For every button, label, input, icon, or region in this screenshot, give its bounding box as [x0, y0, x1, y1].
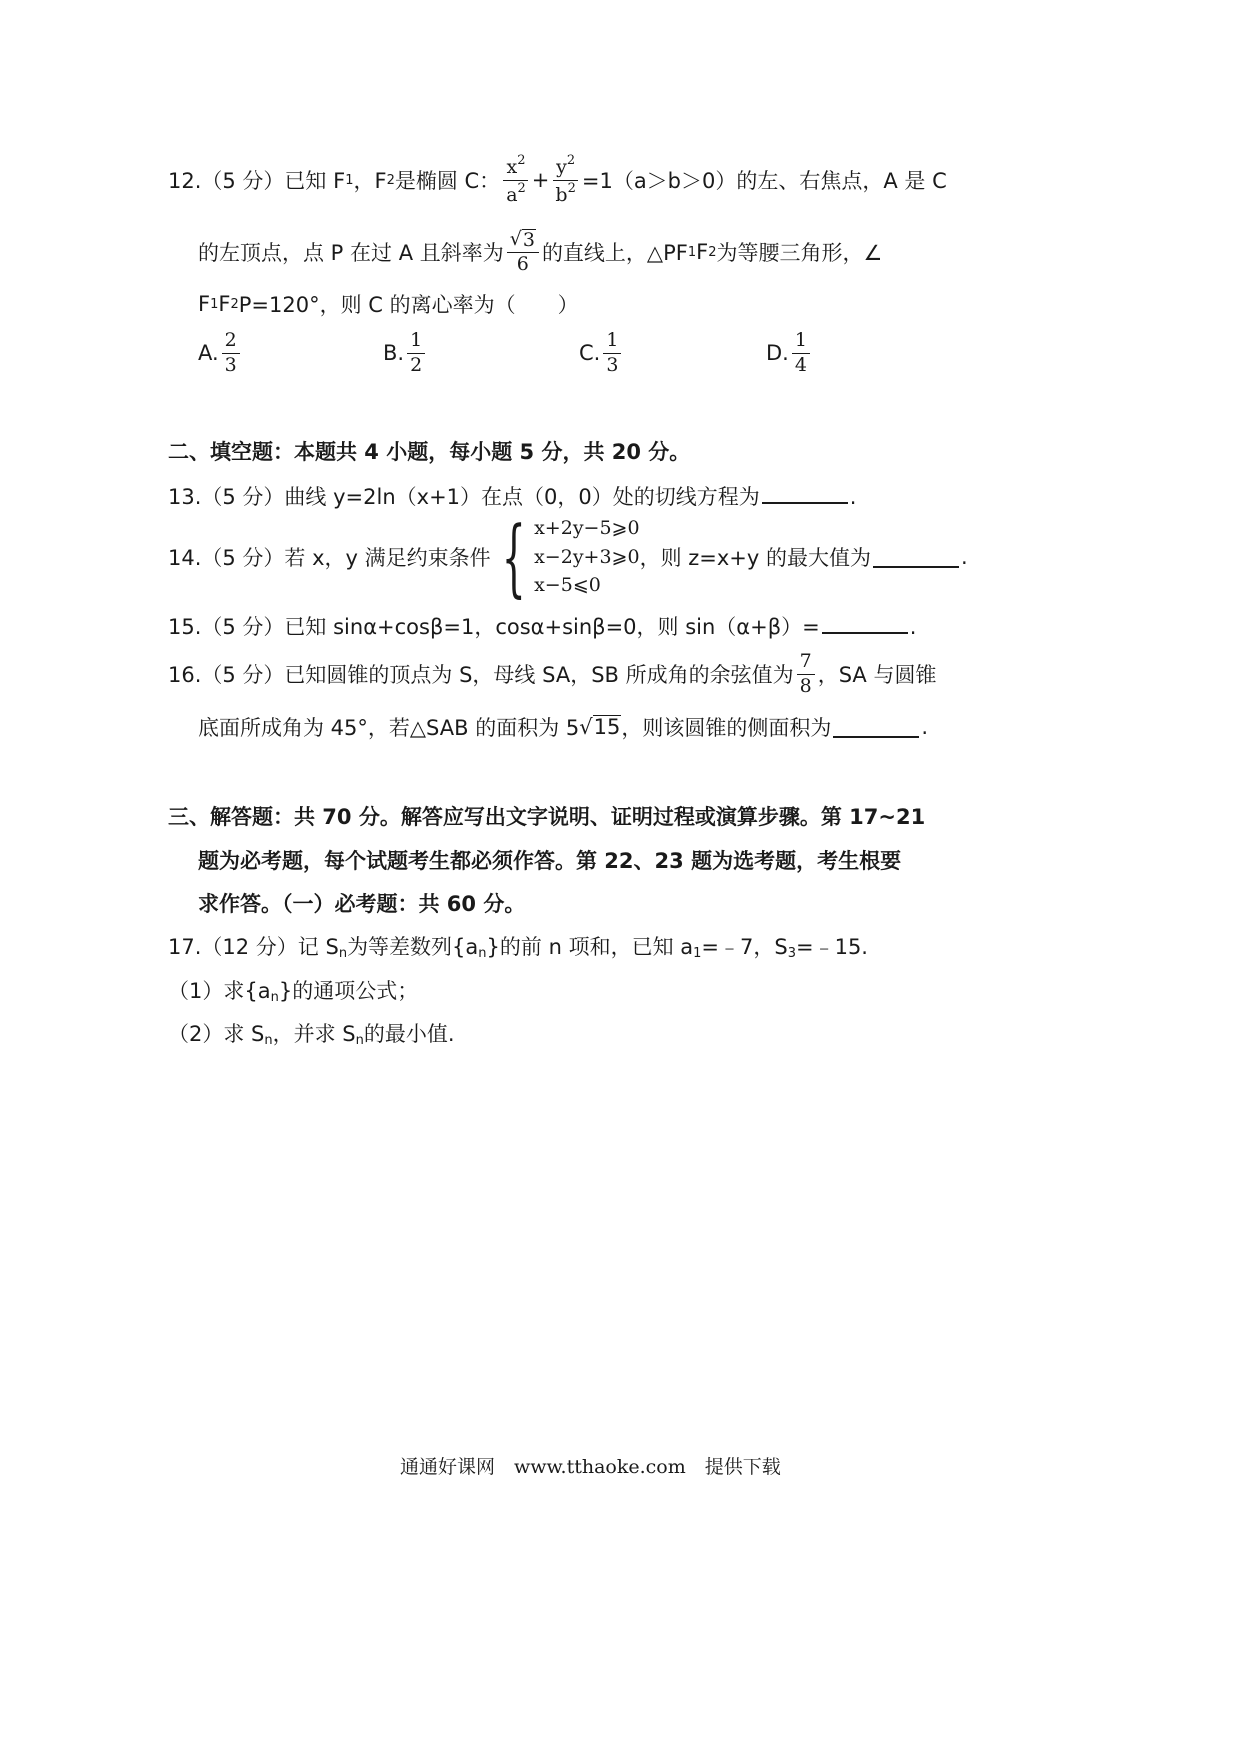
q17-text: 17.（12 分）记 S [168, 935, 339, 959]
q12-text: 是椭圆 C： [394, 169, 501, 193]
q14-text: 14.（5 分）若 x，y 满足约束条件 [168, 546, 491, 570]
q13-answer-blank[interactable] [762, 482, 848, 504]
option-label: A. [198, 341, 219, 365]
q12-text: =1（a＞b＞0）的左、右焦点，A 是 C [581, 169, 947, 193]
q17-text: }的通项公式； [278, 979, 419, 1003]
q17-sub: n [270, 990, 279, 1005]
q17-text: =﹣7，S [701, 935, 788, 959]
ellipse-frac-y: $\frac{y^2}{b^2}$ [552, 154, 578, 207]
q12-sub: 1 [210, 296, 219, 312]
option-label: C. [579, 341, 601, 365]
q17-sub: 1 [693, 946, 702, 961]
q16-line1 [168, 648, 936, 700]
q12-text: P=120°，则 C 的离心率为（ ） [238, 293, 579, 317]
constraint-system [491, 508, 640, 606]
q12-option-a[interactable] [198, 328, 243, 378]
option-frac: $\frac{1}{3}$ [603, 330, 621, 377]
q12-text: 的直线上，△PF [541, 241, 688, 265]
q17-text: }的前 n 项和，已知 a [486, 935, 694, 959]
constraint-line: x−2y+3⩾0 [534, 545, 640, 568]
plus-sign: + [531, 168, 550, 192]
q13 [168, 481, 856, 511]
constraint-line: x+2y−5⩾0 [534, 517, 640, 540]
constraint-line: x−5⩽0 [534, 574, 601, 597]
q12-sub: 2 [230, 296, 239, 312]
q12-text: F [198, 292, 211, 316]
q17-sub: n [264, 1033, 273, 1048]
q17-sub: n [355, 1033, 364, 1048]
q12-sub: 2 [386, 172, 395, 188]
option-frac: $\frac{1}{2}$ [407, 330, 425, 377]
left-brace: { [501, 508, 526, 606]
q12-option-d[interactable] [766, 328, 813, 378]
q12-line2 [198, 222, 882, 282]
q17-part2 [168, 1018, 455, 1048]
q12-text: 的左顶点，点 P 在过 A 且斜率为 [198, 241, 504, 265]
q17-part1 [168, 975, 418, 1005]
q17-sub: n [478, 946, 487, 961]
q12-option-c[interactable] [579, 328, 624, 378]
q16-line2 [198, 710, 928, 744]
q14 [168, 508, 968, 606]
section-3-title-line3: 求作答。（一）必考题：共 60 分。 [198, 892, 526, 916]
ellipse-frac-x: $\frac{x^2}{a^2}$ [503, 154, 529, 207]
q13-text: 13.（5 分）曲线 y=2ln（x+1）在点（0，0）处的切线方程为 [168, 485, 760, 509]
q16-answer-blank[interactable] [833, 716, 919, 738]
q12-sub: 1 [345, 172, 354, 188]
q12-text: ，F [353, 169, 387, 193]
q17-text: ，并求 S [272, 1022, 356, 1046]
q14-text: . [961, 545, 968, 569]
q12-text: 为等腰三角形，∠ [716, 241, 883, 265]
cosine-frac: $\frac{7}{8}$ [797, 651, 815, 698]
q16-text: ，则该圆锥的侧面积为 [621, 716, 832, 740]
footer-watermark: 通通好课网 www.tthaoke.com 提供下载 [400, 1456, 781, 1478]
q15-text: . [909, 615, 917, 639]
q17-sub: n [338, 946, 348, 961]
q15 [168, 611, 916, 641]
option-frac: $\frac{2}{3}$ [222, 330, 240, 377]
q12-text: F [696, 240, 709, 264]
section-3-title-line1: 三、解答题：共 70 分。解答应写出文字说明、证明过程或演算步骤。第 17~21 [168, 805, 926, 829]
option-label: B. [383, 341, 405, 365]
q17-text: （2）求 S [168, 1022, 265, 1046]
q14-answer-blank[interactable] [873, 546, 959, 568]
q12-sub: 2 [708, 244, 717, 260]
q16-text: ，SA 与圆锥 [817, 663, 937, 687]
q13-text: . [849, 485, 857, 509]
q17-sub: 3 [787, 946, 796, 961]
sqrt-15: √ 15 [579, 714, 621, 740]
q17-text: 为等差数列{a [347, 935, 479, 959]
q17-text: （1）求{a [168, 979, 271, 1003]
q16-text: . [921, 715, 929, 739]
slope-frac: √ 3 6 [507, 229, 539, 276]
q12-line1 [168, 148, 947, 212]
q12-text: F [218, 292, 231, 316]
q17-text: =﹣15. [795, 935, 868, 959]
q16-text: 底面所成角为 45°，若△SAB 的面积为 5 [198, 716, 580, 740]
section-2-title: 二、填空题：本题共 4 小题，每小题 5 分，共 20 分。 [168, 440, 691, 464]
q12-prefix: 12.（5 分）已知 F [168, 169, 346, 193]
q14-text: ，则 z=x+y 的最大值为 [639, 546, 871, 570]
q12-line3 [198, 288, 579, 320]
q12-sub: 1 [687, 244, 697, 260]
option-frac: $\frac{1}{4}$ [792, 330, 810, 377]
q15-text: 15.（5 分）已知 sinα+cosβ=1，cosα+sinβ=0，则 sin（α+β）= [168, 615, 820, 639]
q12-option-b[interactable] [383, 328, 428, 378]
option-label: D. [766, 341, 789, 365]
q15-answer-blank[interactable] [822, 612, 908, 634]
section-3-title-line2: 题为必考题，每个试题考生都必须作答。第 22、23 题为选考题，考生根要 [198, 849, 902, 873]
q17 [168, 931, 868, 961]
q17-text: 的最小值. [363, 1022, 455, 1046]
q16-text: 16.（5 分）已知圆锥的顶点为 S，母线 SA，SB 所成角的余弦值为 [168, 663, 794, 687]
